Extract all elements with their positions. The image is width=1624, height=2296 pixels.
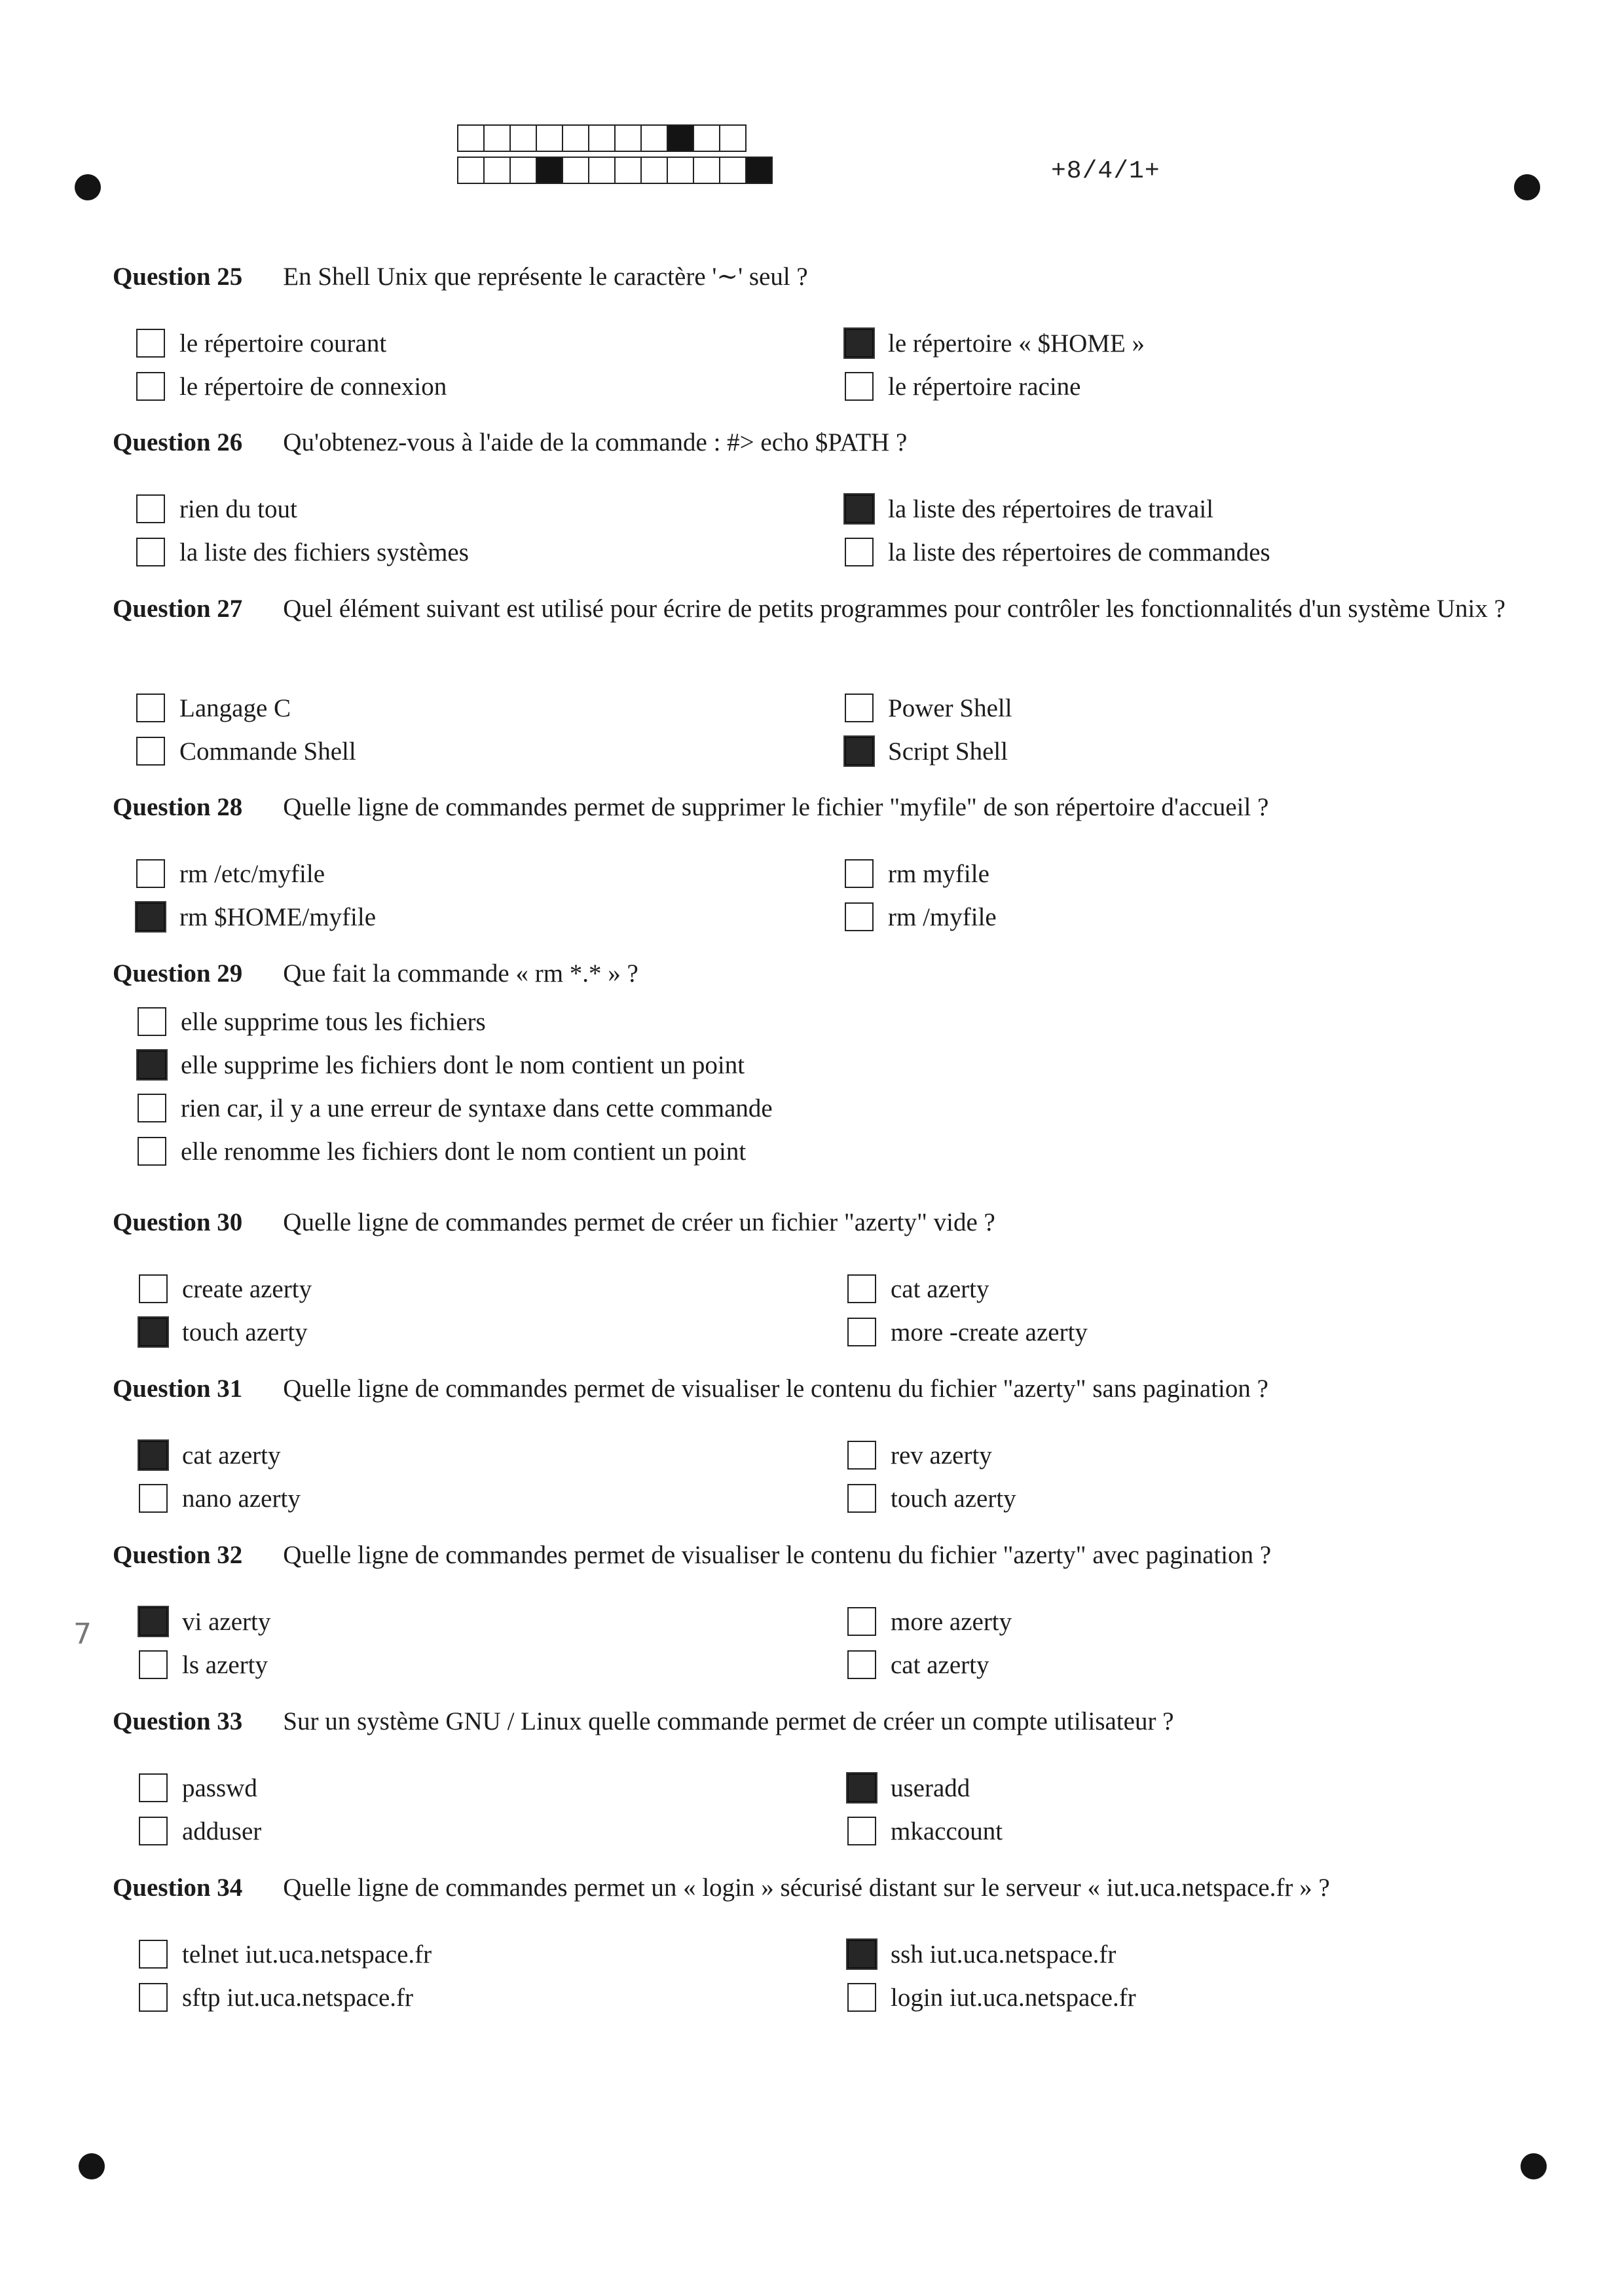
answer-label: Commande Shell (179, 737, 356, 766)
answer-label: sftp iut.uca.netspace.fr (182, 1983, 414, 2012)
answer-label: touch azerty (182, 1318, 308, 1346)
question-heading (113, 426, 1507, 459)
checkbox-checked[interactable] (139, 1441, 168, 1470)
answer-option[interactable] (139, 1814, 261, 1848)
question-number: Question 27 (113, 595, 243, 623)
question-text: Quelle ligne de commandes permet un « login » sécurisé distant sur le serveur « iut.uca.netspace.fr » ? (283, 1874, 1330, 1902)
answer-option[interactable] (139, 1771, 257, 1805)
answer-option[interactable] (136, 857, 325, 891)
checkbox[interactable] (845, 372, 874, 401)
code-cell (614, 124, 642, 152)
code-cell (562, 157, 589, 184)
checkbox[interactable] (139, 1817, 168, 1845)
question-heading (113, 957, 1507, 990)
answer-label: mkaccount (891, 1817, 1003, 1845)
question-text: Quelle ligne de commandes permet de visualiser le contenu du fichier "azerty" sans pagination ? (283, 1375, 1268, 1403)
question-text: Quelle ligne de commandes permet de visualiser le contenu du fichier "azerty" avec pagination ? (283, 1541, 1272, 1569)
answer-option[interactable] (847, 1481, 1016, 1515)
code-cell-filled (536, 157, 563, 184)
page-identifier: +8/4/1+ (1051, 157, 1160, 185)
answer-label: touch azerty (891, 1484, 1016, 1513)
code-cell (509, 157, 537, 184)
answer-option[interactable] (139, 1315, 308, 1349)
answer-option[interactable] (847, 1648, 989, 1682)
question-text: Qu'obtenez-vous à l'aide de la commande : #> echo $PATH ? (283, 428, 908, 456)
question-number: Question 34 (113, 1874, 243, 1902)
answer-label: telnet iut.uca.netspace.fr (182, 1940, 432, 1969)
answer-label: more azerty (891, 1607, 1012, 1636)
question-heading (113, 1206, 1507, 1239)
question-text: En Shell Unix que représente le caractère '∼' seul ? (283, 263, 808, 291)
question-text: Que fait la commande « rm *.* » ? (283, 959, 638, 988)
answer-label: vi azerty (182, 1607, 271, 1636)
code-cell (457, 124, 485, 152)
answer-label: le répertoire racine (888, 372, 1081, 401)
answer-label: nano azerty (182, 1484, 301, 1513)
question-text: Quel élément suivant est utilisé pour écrire de petits programmes pour contrôler les fonctionnalités d'un système Unix ? (283, 595, 1505, 623)
answer-label: la liste des répertoires de travail (888, 494, 1214, 523)
question-heading (113, 791, 1507, 824)
checkbox[interactable] (136, 538, 165, 566)
sheet-code-row (458, 124, 747, 151)
code-cell (693, 124, 720, 152)
answer-label: rm $HOME/myfile (179, 902, 377, 931)
question-text: Quelle ligne de commandes permet de supprimer le fichier "myfile" de son répertoire d'accueil ? (283, 793, 1269, 821)
answer-label: more -create azerty (891, 1318, 1088, 1346)
checkbox[interactable] (139, 1940, 168, 1969)
code-cell (719, 157, 747, 184)
question-number: Question 31 (113, 1375, 243, 1403)
answer-label: ls azerty (182, 1650, 268, 1679)
checkbox[interactable] (847, 1983, 876, 2012)
code-cell (562, 124, 589, 152)
question-heading (113, 1373, 1507, 1405)
checkbox[interactable] (139, 1484, 168, 1513)
checkbox-checked[interactable] (845, 494, 874, 523)
answer-label: adduser (182, 1817, 262, 1845)
checkbox[interactable] (136, 372, 165, 401)
checkbox[interactable] (139, 1274, 168, 1303)
answer-label: useradd (891, 1773, 970, 1802)
answer-option[interactable] (847, 1771, 970, 1805)
answer-option[interactable] (845, 326, 1145, 360)
answer-option[interactable] (138, 1091, 773, 1125)
answer-label: elle supprime les fichiers dont le nom contient un point (181, 1050, 745, 1079)
answer-option[interactable] (139, 1937, 432, 1971)
answer-label: login iut.uca.netspace.fr (891, 1983, 1136, 2012)
checkbox[interactable] (845, 694, 874, 722)
checkbox[interactable] (847, 1484, 876, 1513)
answer-option[interactable] (847, 1814, 1003, 1848)
answer-label: cat azerty (891, 1274, 989, 1303)
answer-option[interactable] (847, 1438, 992, 1472)
checkbox-checked[interactable] (138, 1050, 166, 1079)
code-cell (509, 124, 537, 152)
answer-label: rien car, il y a une erreur de syntaxe dans cette commande (181, 1094, 773, 1122)
answer-option[interactable] (847, 1315, 1088, 1349)
answer-label: le répertoire courant (179, 329, 387, 358)
answer-option[interactable] (138, 1134, 746, 1168)
answer-label: passwd (182, 1773, 257, 1802)
answer-label: rien du tout (179, 494, 297, 523)
answer-label: rev azerty (891, 1441, 992, 1470)
answer-label: le répertoire « $HOME » (888, 329, 1145, 358)
question-number: Question 30 (113, 1208, 243, 1236)
checkbox-checked[interactable] (139, 1318, 168, 1346)
checkbox[interactable] (136, 329, 165, 358)
sheet-code-row (458, 157, 773, 183)
answer-label: rm myfile (888, 859, 989, 888)
checkbox[interactable] (847, 1274, 876, 1303)
code-cell (588, 124, 616, 152)
answer-option[interactable] (847, 1604, 1012, 1639)
code-cell (588, 157, 616, 184)
checkbox-checked[interactable] (136, 902, 165, 931)
question-heading (113, 1872, 1507, 1904)
checkbox[interactable] (136, 694, 165, 722)
code-cell-filled (745, 157, 773, 184)
answer-option[interactable] (138, 1048, 745, 1082)
answer-option[interactable] (845, 900, 997, 934)
question-text: Quelle ligne de commandes permet de créer un fichier "azerty" vide ? (283, 1208, 995, 1236)
registration-mark-bottom-right (1521, 2153, 1547, 2179)
question-number: Question 29 (113, 959, 243, 988)
checkbox[interactable] (136, 494, 165, 523)
answer-option[interactable] (847, 1980, 1136, 2014)
registration-mark-bottom-left (79, 2153, 105, 2179)
answer-label: Langage C (179, 694, 291, 722)
question-heading (113, 1539, 1507, 1572)
code-cell (614, 157, 642, 184)
question-heading (113, 593, 1507, 625)
answer-option[interactable] (138, 1005, 486, 1039)
answer-option[interactable] (845, 369, 1080, 403)
checkbox[interactable] (139, 1983, 168, 2012)
code-cell-filled (667, 124, 694, 152)
answer-option[interactable] (139, 1272, 312, 1306)
answer-label: create azerty (182, 1274, 312, 1303)
answer-label: Script Shell (888, 737, 1008, 766)
answer-option[interactable] (845, 691, 1012, 725)
answer-label: la liste des fichiers systèmes (179, 538, 469, 566)
question-number: Question 28 (113, 793, 243, 821)
checkbox[interactable] (845, 538, 874, 566)
answer-option[interactable] (136, 691, 291, 725)
answer-option[interactable] (847, 1937, 1116, 1971)
question-heading (113, 1705, 1507, 1738)
question-number: Question 26 (113, 428, 243, 456)
code-cell (483, 157, 511, 184)
answer-label: elle supprime tous les fichiers (181, 1007, 486, 1036)
answer-option[interactable] (139, 1481, 301, 1515)
answer-option[interactable] (139, 1604, 270, 1639)
answer-label: le répertoire de connexion (179, 372, 447, 401)
checkbox[interactable] (138, 1094, 166, 1122)
answer-label: rm /etc/myfile (179, 859, 325, 888)
question-text: Sur un système GNU / Linux quelle commande permet de créer un compte utilisateur ? (283, 1707, 1174, 1735)
checkbox-checked[interactable] (847, 1940, 876, 1969)
question-number: Question 32 (113, 1541, 243, 1569)
checkbox[interactable] (138, 1137, 166, 1166)
checkbox-checked[interactable] (847, 1773, 876, 1802)
answer-option[interactable] (139, 1438, 280, 1472)
code-cell (667, 157, 694, 184)
code-cell (719, 124, 747, 152)
answer-option[interactable] (136, 369, 447, 403)
answer-option[interactable] (845, 734, 1008, 768)
code-cell (640, 157, 668, 184)
answer-label: Power Shell (888, 694, 1012, 722)
answer-option[interactable] (136, 535, 469, 569)
registration-mark-top-right (1514, 174, 1540, 200)
answer-label: rm /myfile (888, 902, 997, 931)
answer-option[interactable] (136, 734, 356, 768)
checkbox[interactable] (847, 1607, 876, 1636)
checkbox[interactable] (138, 1007, 166, 1036)
answer-label: ssh iut.uca.netspace.fr (891, 1940, 1116, 1969)
answer-option[interactable] (139, 1648, 268, 1682)
checkbox[interactable] (136, 737, 165, 766)
answer-label: la liste des répertoires de commandes (888, 538, 1270, 566)
checkbox[interactable] (139, 1650, 168, 1679)
checkbox[interactable] (845, 859, 874, 888)
checkbox[interactable] (845, 902, 874, 931)
code-cell (640, 124, 668, 152)
registration-mark-top-left (75, 174, 101, 200)
code-cell (457, 157, 485, 184)
checkbox-checked[interactable] (845, 737, 874, 766)
checkbox[interactable] (136, 859, 165, 888)
answer-option[interactable] (139, 1980, 413, 2014)
code-cell (483, 124, 511, 152)
question-number: Question 25 (113, 263, 243, 291)
code-cell (536, 124, 563, 152)
checkbox[interactable] (847, 1817, 876, 1845)
answer-label: cat azerty (891, 1650, 989, 1679)
checkbox[interactable] (847, 1650, 876, 1679)
code-cell (693, 157, 720, 184)
answer-label: elle renomme les fichiers dont le nom contient un point (181, 1137, 747, 1166)
answer-option[interactable] (136, 326, 386, 360)
checkbox[interactable] (847, 1318, 876, 1346)
checkbox-checked[interactable] (139, 1607, 168, 1636)
answer-option[interactable] (845, 535, 1270, 569)
answer-label: cat azerty (182, 1441, 281, 1470)
checkbox[interactable] (139, 1773, 168, 1802)
answer-option[interactable] (845, 492, 1213, 526)
checkbox-checked[interactable] (845, 329, 874, 358)
answer-option[interactable] (136, 900, 376, 934)
checkbox[interactable] (847, 1441, 876, 1470)
answer-option[interactable] (845, 857, 989, 891)
question-heading (113, 261, 1507, 293)
answer-option[interactable] (136, 492, 297, 526)
question-number: Question 33 (113, 1707, 243, 1735)
margin-note: 7 (73, 1618, 92, 1651)
answer-option[interactable] (847, 1272, 989, 1306)
